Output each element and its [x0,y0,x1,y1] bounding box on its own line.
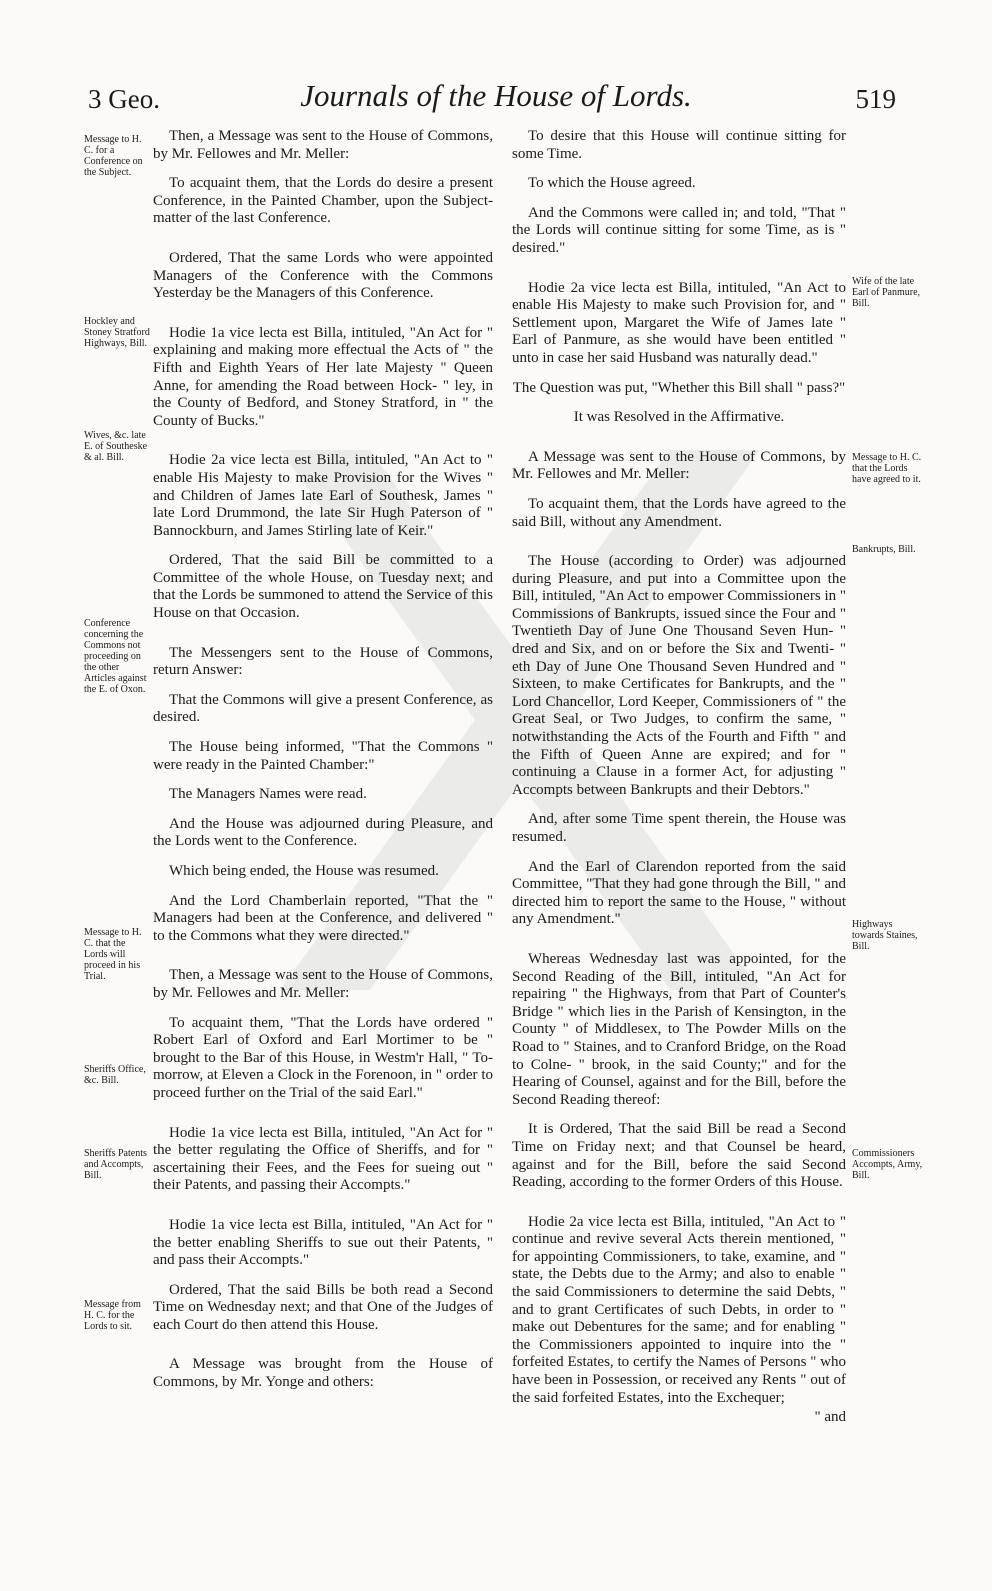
paragraph: Then, a Message was sent to the House of Commons, by Mr. Fellowes and Mr. Meller: [153,967,493,1001]
paragraph: And the Commons were called in; and told, "That " the Lords will continue sitting for some Time, as is " desired." [512,204,846,256]
bill-reading: Hodie 1a vice lecta est Billa, intituled, "An Act for " the better enabling Sheriffs to sue out their Patents, " and pass their Accompts." [153,1216,493,1269]
margin-note: Wife of the late Earl of Panmure, Bill. [852,276,921,309]
margin-note: Sheriffs Patents and Accompts, Bill. [84,1148,147,1181]
question-paragraph: The Question was put, "Whether this Bill shall " pass?" [512,379,846,396]
bill-reading: Hodie 1a vice lecta est Billa, intituled, "An Act for " explaining and making more effectual the Acts of " the Fifth and Eighth Years of Her late Majesty " Queen Anne, for amending the Road between Hock- " ley, in the County of Bedford, and Stoney Stratford, in " the County of Bucks." [153,324,493,429]
margin-note: Sheriffs Office, &c. Bill. [84,1064,146,1086]
paragraph: The Messengers sent to the House of Commons, return Answer: [153,644,493,679]
resolution-paragraph: It was Resolved in the Affirmative. [573,409,785,426]
paragraph: And, after some Time spent therein, the House was resumed. [512,811,846,845]
paragraph: The Managers Names were read. [169,786,367,803]
paragraph: Then, a Message was sent to the House of Commons, by Mr. Fellowes and Mr. Meller: [153,128,493,162]
paragraph: The House being informed, "That the Commons " were ready in the Painted Chamber:" [153,739,493,773]
paragraph: And the Lord Chamberlain reported, "That the " Managers had been at the Conference, and delivered " to the Commons what they were directed." [153,892,493,944]
margin-note: Message to H. C. for a Conference on the Subject. [84,134,143,178]
margin-note: Conference concerning the Commons not proceeding on the other Articles against the E. of Oxon. [84,618,147,695]
paragraph: To acquaint them, that the Lords have agreed to the said Bill, without any Amendment. [512,495,846,530]
header-regnal-year: 3 Geo. [88,84,160,114]
margin-note: Hockley and Stoney Stratford Highways, Bill. [84,316,150,349]
paragraph: And the House was adjourned during Pleasure, and the Lords went to the Conference. [153,815,493,850]
left-column [153,128,493,1404]
page-header [0,78,992,126]
page-number: 519 [855,84,896,114]
bill-reading: Hodie 1a vice lecta est Billa, intituled, "An Act for " the better regulating the Office of Sheriffs, and for " ascertaining their Fees, and the Fees for sueing out " their Patents, and passing their Accompts." [153,1124,493,1194]
paragraph: And the Earl of Clarendon reported from the said Committee, "That they had gone through the Bill, " and directed him to report the same to the House, " without any Amendment." [512,858,846,928]
order-paragraph: Ordered, That the said Bills be both read a Second Time on Wednesday next; and that One of the Judges of each Court do then attend this House. [153,1281,493,1333]
order-paragraph: Ordered, That the same Lords who were appointed Managers of the Conference with the Commons Yesterday be the Managers of this Conference. [153,249,493,302]
margin-note: Bankrupts, Bill. [852,544,916,555]
header-title: Journals of the House of Lords. [300,78,692,113]
margin-note: Highways towards Staines, Bill. [852,919,918,952]
paragraph: That the Commons will give a present Conference, as desired. [153,691,493,726]
bill-reading: Hodie 2a vice lecta est Billa, intituled, "An Act to " continue and revive several Acts therein mentioned, " for appointing Commissioners, to take, examine, and " state, the Debts due to the Army; and also to enable " the said Commissioners to determine the said Debts, " and to grant Certificates of such Debts, in order to " make out Debentures for the same; and for enabling " the Commissioners appointed to inquire into the " forfeited Estates, to certify the Names of Persons " who have been in Possession, or received any Rents " out of the said forfeited Estates, into the Exchequer; [512,1213,846,1406]
order-paragraph: It is Ordered, That the said Bill be read a Second Time on Friday next; and that Counsel be heard, against and for the Bill, before the said Second Reading, according to the former Orders of this House. [512,1121,846,1191]
paragraph: The House (according to Order) was adjourned during Pleasure, and put into a Committee upon the Bill, intituled, "An Act to empower Commissioners in " Commissions of Bankrupts, issued since the Four and " Twentieth Day of June One Thousand Seven Hun- " dred and Six, and on or before the Six and Twenti- " eth Day of June One Thousand Seven Hundred and " Sixteen, to make Certificates for Bankrupts, and the " Lord Chancellor, Lord Keeper, Commissioners of " the Great Seal, or Two Judges, to confirm the same, " notwithstanding the Acts of the Fourth and Fifth " and the Fifth of Queen Anne are expired; and for " continuing a Clause in a former Act, for adjusting " Accompts between Bankrupts and their Debtors." [512,553,846,798]
paragraph: Which being ended, the House was resumed. [169,863,439,879]
order-paragraph: Ordered, That the said Bill be committed to a Committee of the whole House, on Tuesday next; and that the Lords be summoned to attend the Service of this House on that Occasion. [153,552,493,622]
paragraph: A Message was sent to the House of Commons, by Mr. Fellowes and Mr. Meller: [512,448,846,483]
catchword: " and [814,1409,846,1426]
paragraph: A Message was brought from the House of Commons, by Mr. Yonge and others: [153,1356,493,1391]
paragraph: To desire that this House will continue sitting for some Time. [512,128,846,162]
margin-note: Commissioners Accompts, Army, Bill. [852,1148,923,1181]
paragraph: To which the House agreed. [528,175,696,192]
bill-reading: Hodie 2a vice lecta est Billa, intituled, "An Act to " enable His Majesty to make Provision for the Wives " and Children of James late Earl of Southesk, James " late Lord Drummond, the late Sir Hugh Paterson of " Bannockburn, and James Stirling late of Keir." [153,452,493,539]
margin-note: Message to H. C. that the Lords will proceed in his Trial. [84,927,142,982]
margin-note: Message from H. C. for the Lords to sit. [84,1299,141,1332]
paragraph: To acquaint them, that the Lords do desire a present Conference, in the Painted Chamber, upon the Subject-matter of the last Conference. [153,175,493,227]
right-column [512,128,846,1439]
paragraph: Whereas Wednesday last was appointed, for the Second Reading of the Bill, intituled, "An Act for repairing " the Highways, from that Part of Counter's Bridge " which lies in the Parish of Kensington, in the County " of Middlesex, to The Powder Mills on the Road to " Staines, and to Cranford Bridge, on the Road to Colne- " brook, in the said County;" and for the Hearing of Counsel, against and for the Bill, before the Second Reading thereof: [512,950,846,1108]
paragraph: To acquaint them, "That the Lords have ordered " Robert Earl of Oxford and Earl Mortimer to be " brought to the Bar of this House, in Westm'r Hall, " To-morrow, at Eleven a Clock in the Forenoon, in " order to proceed further on the Trial of the said Earl." [153,1014,493,1101]
margin-note: Message to H. C. that the Lords have agreed to it. [852,452,922,485]
margin-note: Wives, &c. late E. of Southeske & al. Bill. [84,430,148,463]
bill-reading: Hodie 2a vice lecta est Billa, intituled, "An Act to enable His Majesty to make such Provision for, and " Settlement upon, Margaret the Wife of James late " Earl of Panmure, as she would have been entitled " unto in case her said Husband was naturally dead." [512,279,846,366]
